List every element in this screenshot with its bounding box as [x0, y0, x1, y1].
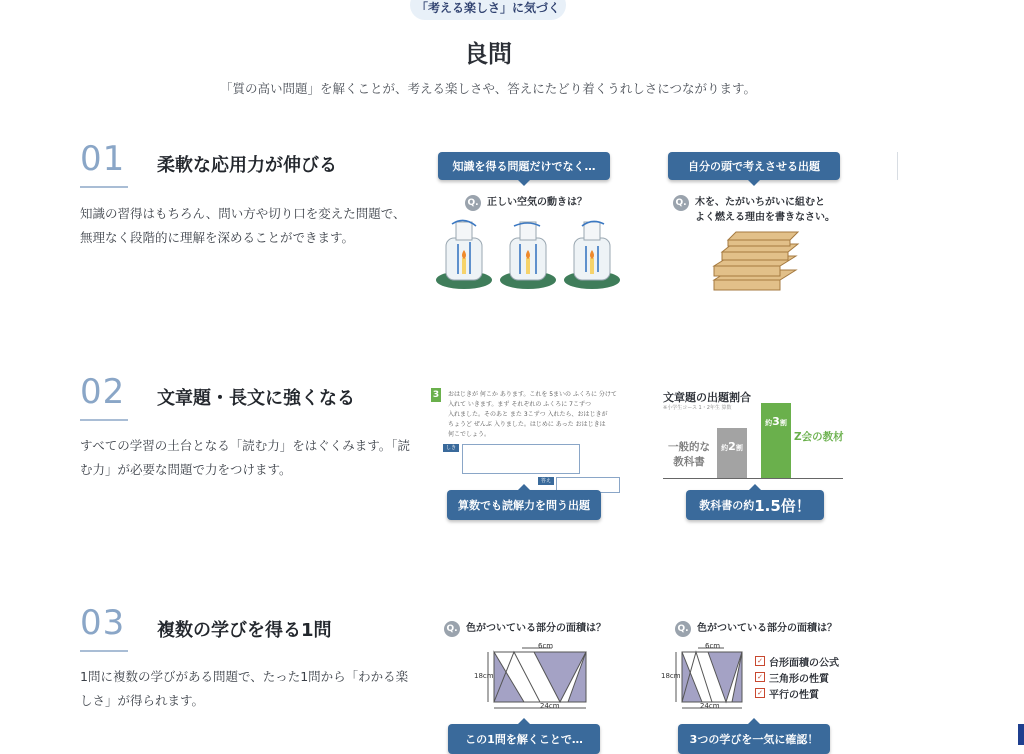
section-1-card-1-question — [465, 195, 587, 211]
section-3-card-1-question — [444, 621, 606, 637]
q-badge-icon: Q. — [675, 621, 691, 637]
problem-line: 入れました。そのあと また 3こずつ 入れたら、おはじきが — [448, 411, 608, 418]
problem-line: ちょうど ぜんぶ 入りました。はじめに あった おはじきは — [448, 421, 606, 428]
formula-answer-box — [462, 444, 580, 474]
section-2-card-1-callout — [447, 490, 601, 520]
section-3-title: 複数の学びを得る1問 — [157, 620, 332, 641]
question-text: 色がついている部分の面積は？ — [466, 623, 606, 634]
category-line-1: 一般的な — [668, 441, 710, 453]
q-badge-icon: Q. — [444, 621, 460, 637]
jar-illustration-1 — [436, 220, 492, 289]
section-3-card-2-callout — [678, 724, 830, 754]
problem-line: 何こでしょう。 — [448, 431, 491, 438]
page-title: 良問 — [464, 40, 512, 68]
page-subtitle: 「質の高い問題」を解くことが、考える楽しさや、答えにたどり着くうれしさにつながります。 — [219, 81, 756, 96]
page-corner-tab[interactable] — [1018, 724, 1024, 745]
learning-checklist — [755, 653, 839, 701]
tagline-pill — [410, 0, 566, 20]
question-text: 正しい空気の動きは？ — [487, 197, 587, 208]
section-3-card-2-question — [675, 621, 837, 637]
problem-line: 入れて いきます。まず それぞれの ふくろに 7こずつ — [448, 401, 591, 408]
ratio-bar-chart — [663, 380, 845, 482]
callout-emphasis: 1.5倍！ — [754, 496, 811, 515]
checklist-text: 台形面積の公式 — [769, 657, 839, 669]
formula-label: しき — [443, 444, 459, 452]
carousel-edge — [897, 152, 898, 180]
chart-value-label-2: 約3割 — [765, 415, 787, 428]
check-icon: ✓ — [755, 656, 765, 666]
checklist-item — [755, 653, 839, 669]
callout-text: 知識を得る問題だけでなく… — [452, 160, 596, 173]
problem-text — [448, 390, 617, 440]
problem-number-badge: 3 — [432, 390, 440, 400]
tagline-label: 「考える楽しさ」に気づく — [415, 1, 560, 15]
dim-bottom-label: 24cm — [700, 702, 720, 710]
section-1-underline — [80, 186, 128, 188]
question-line-1: 木を、たがいちがいに組むと — [695, 197, 825, 208]
section-1-card-2-callout — [668, 152, 840, 180]
answer-label: 答え — [538, 477, 554, 485]
section-2-description: すべての学習の土台となる「読む力」をはぐくみます。「読む力」が必要な問題で力をつけます。 — [80, 438, 411, 477]
category-line-2: 教科書 — [673, 456, 705, 468]
section-3-number: 03 — [80, 603, 126, 643]
section-1-description: 知識の習得はもちろん、問い方や切り口を変えた問題で、無理なく段階的に理解を深めることができます。 — [80, 206, 406, 245]
wood-stack-illustration — [710, 230, 802, 296]
jar-illustration-3 — [564, 221, 620, 289]
section-2-title: 文章題・長文に強くなる — [157, 388, 355, 409]
checklist-item — [755, 685, 839, 701]
chart-bar-1 — [717, 428, 747, 478]
chart-category-zkai: Z会の教材 — [794, 431, 844, 443]
section-1-card-1-callout — [438, 152, 610, 180]
section-1-title: 柔軟な応用力が伸びる — [157, 155, 337, 176]
checklist-item — [755, 669, 839, 685]
section-2-card-2-callout — [686, 490, 824, 520]
callout-text: 教科書の約 — [699, 499, 755, 512]
callout-text: 算数でも読解力を問う出題 — [458, 499, 590, 512]
section-3-underline — [80, 650, 128, 652]
section-2-underline — [80, 419, 128, 421]
dim-side-label: 18cm — [661, 672, 681, 680]
callout-text: この1問を解くことで… — [465, 733, 583, 746]
chart-subtitle: ※小学生コース 1・2年生 算数 — [663, 405, 732, 411]
section-3-card-1-callout — [448, 724, 600, 754]
section-1-number: 01 — [80, 139, 126, 179]
checklist-text: 三角形の性質 — [769, 673, 829, 685]
q-badge-icon: Q. — [673, 195, 689, 211]
question-text: 色がついている部分の面積は？ — [697, 623, 837, 634]
dim-side-label: 18cm — [474, 672, 494, 680]
chart-value-label-1: 約2割 — [721, 440, 743, 453]
chart-title: 文章題の出題割合 — [663, 391, 751, 404]
check-icon: ✓ — [755, 688, 765, 698]
section-2-number: 02 — [80, 372, 126, 412]
section-3-description: 1問に複数の学びがある問題で、たった1問から「わかる楽しさ」が得られます。 — [80, 669, 409, 708]
callout-text: 3つの学びを一気に確認！ — [689, 733, 819, 746]
section-1-card-2-question — [673, 195, 835, 225]
q-badge-icon: Q. — [465, 195, 481, 211]
air-flow-jars-illustration — [432, 214, 622, 300]
dim-top-label: 6cm — [705, 642, 721, 650]
callout-text: 自分の頭で考えさせる出題 — [688, 160, 820, 173]
dim-top-label: 6cm — [538, 642, 554, 650]
check-icon: ✓ — [755, 672, 765, 682]
dim-bottom-label: 24cm — [540, 702, 560, 710]
checklist-text: 平行の性質 — [769, 689, 819, 701]
jar-illustration-2 — [500, 222, 556, 289]
problem-line: おはじきが 何こか あります。これを 5まいの ふくろに 分けて — [448, 391, 617, 398]
question-line-2: よく燃える理由を書きなさい。 — [695, 212, 835, 223]
